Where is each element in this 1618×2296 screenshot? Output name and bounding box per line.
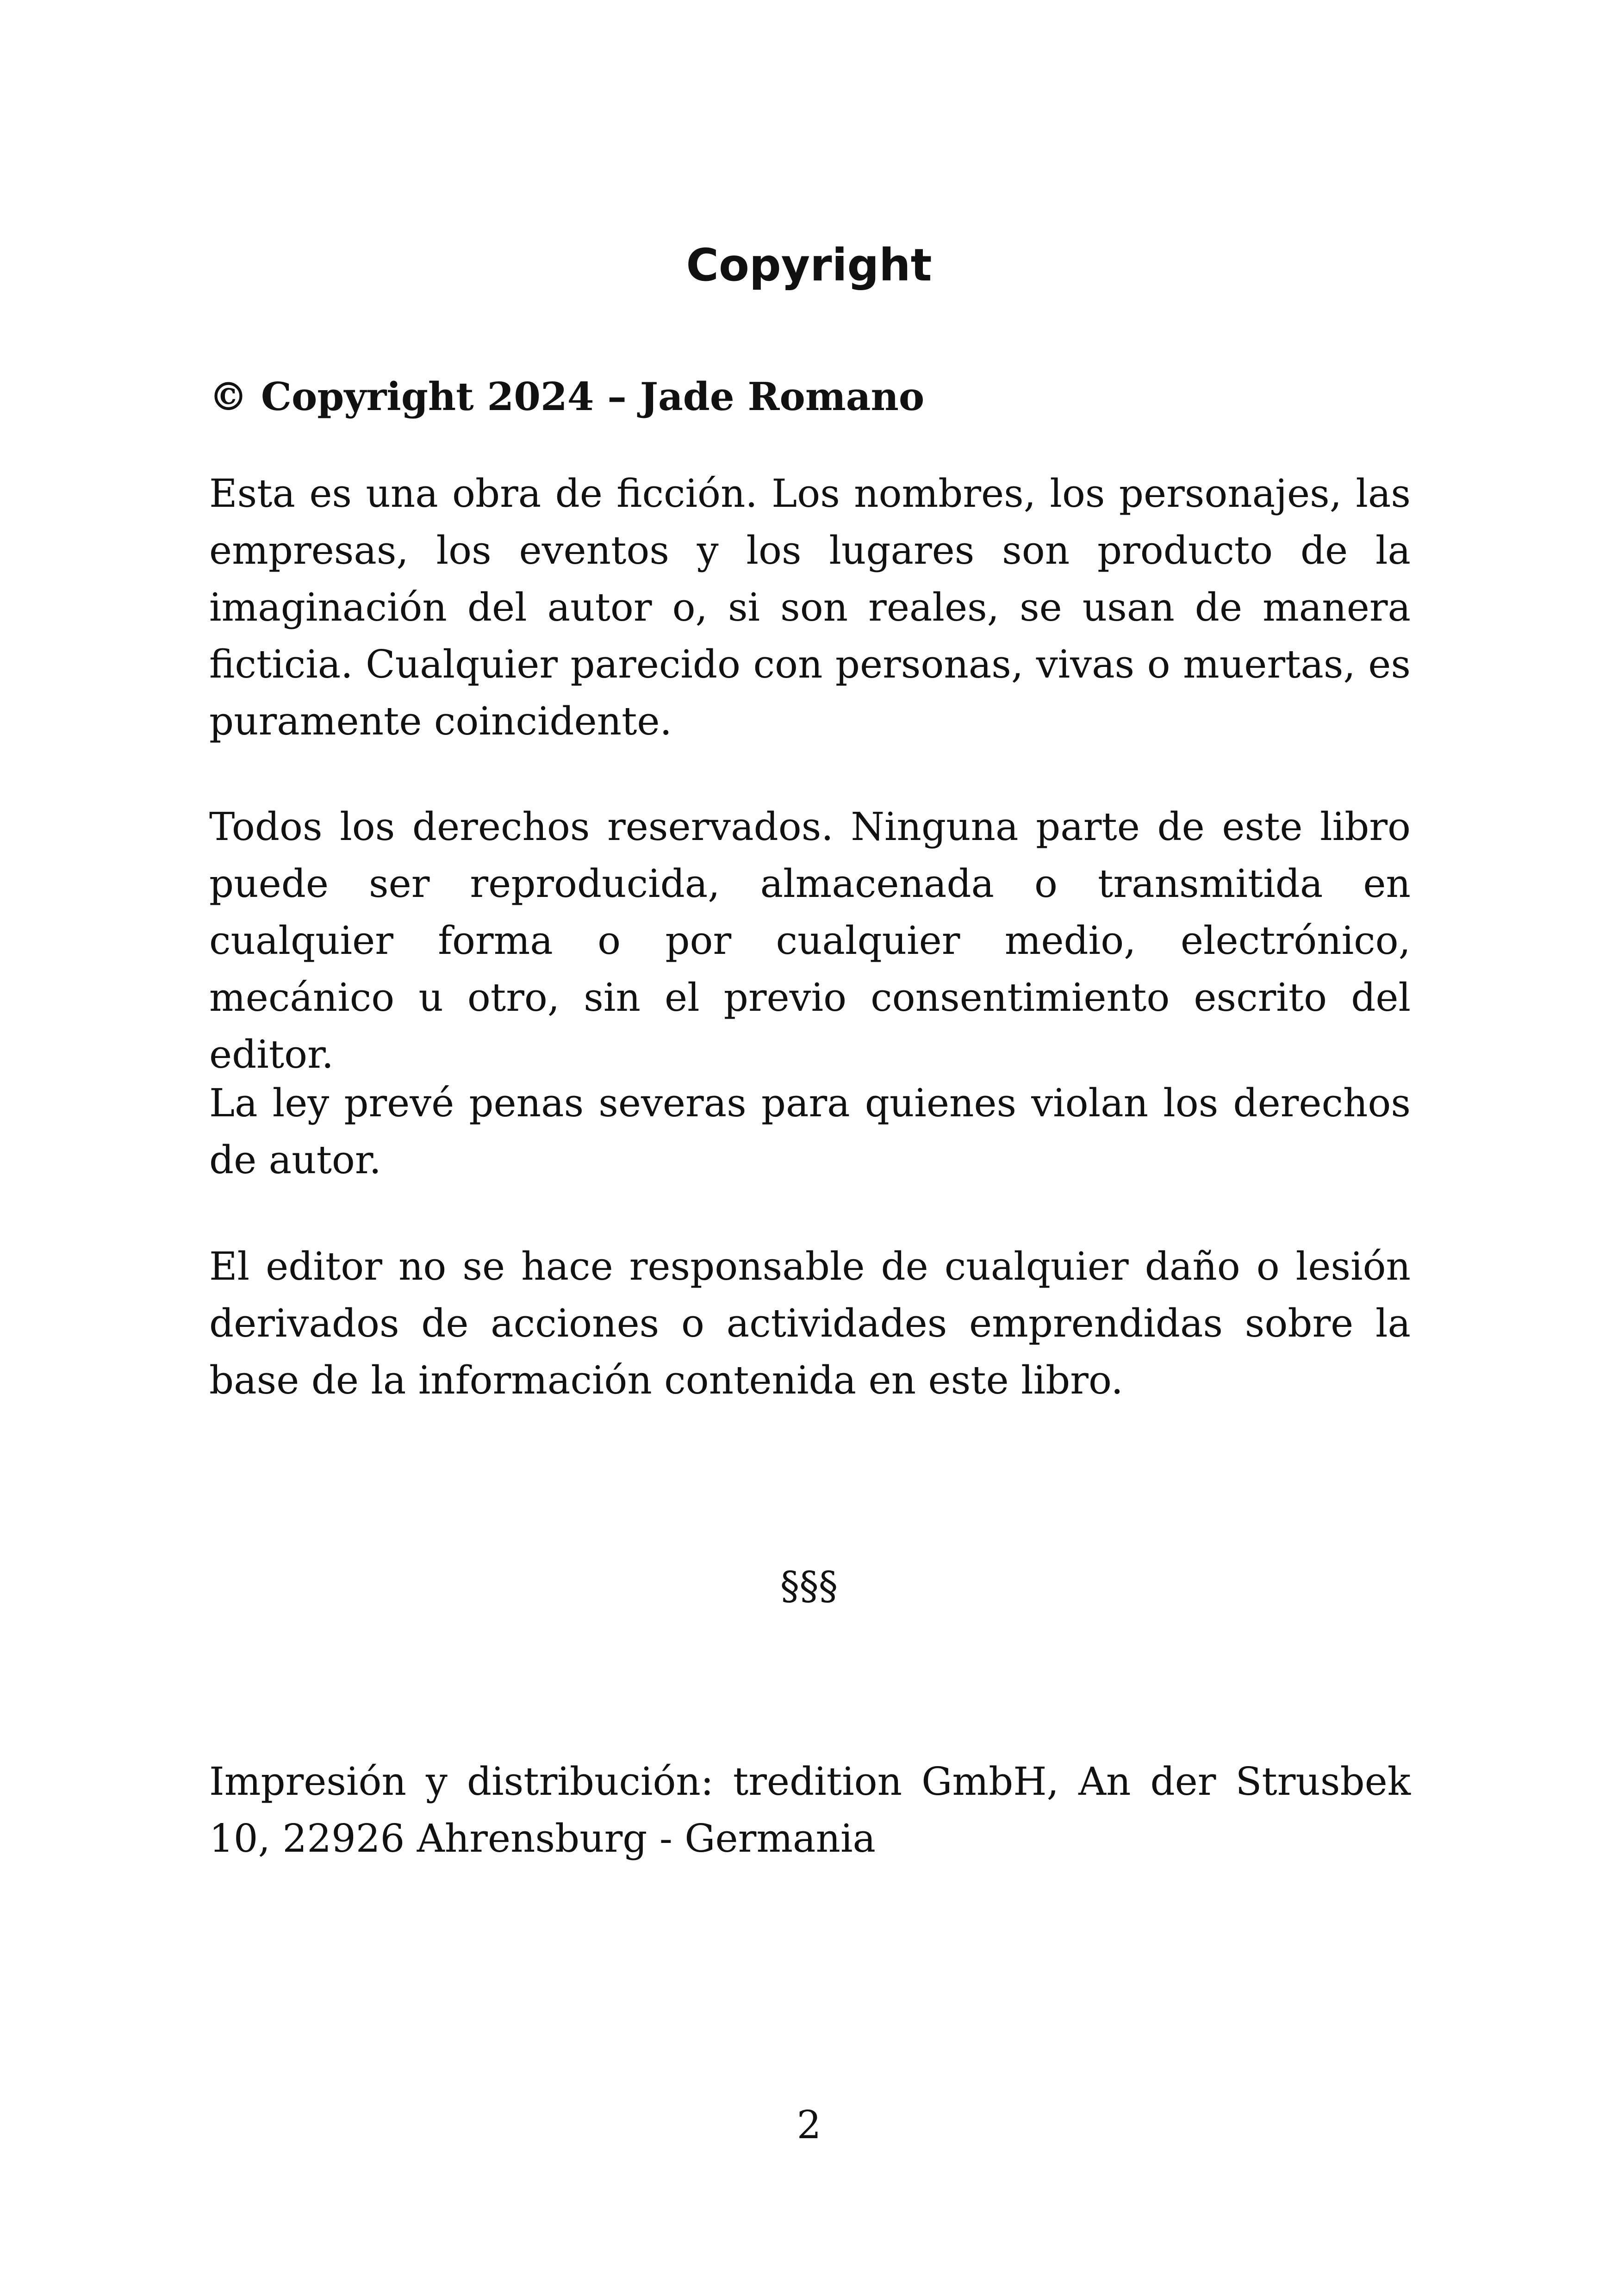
imprint-paragraph: Impresión y distribución: tredition GmbH, An der Strusbek 10, 22926 Ahrensburg - Germania bbox=[209, 1759, 1411, 1861]
liability-disclaimer-paragraph: El editor no se hace responsable de cualquier daño o lesión derivados de acciones o actividades emprendidas sobre la base de la información contenida en este libro. bbox=[209, 1244, 1411, 1403]
page-number: 2 bbox=[797, 2103, 821, 2147]
fiction-disclaimer-paragraph: Esta es una obra de ficción. Los nombres, los personajes, las empresas, los eventos y los lugares son producto de la imaginación del autor o, si son reales, se usan de manera ficticia. Cualquier parecido con personas, vivas o muertas, es puramente coincidente. bbox=[209, 471, 1411, 744]
rights-reserved-paragraph: Todos los derechos reservados. Ninguna parte de este libro puede ser reproducida, almacenada o transmitida en cualquier forma o por cualquier medio, electrónico, mecánico u otro, sin el previo consentimiento escrito del editor. bbox=[209, 804, 1411, 1077]
section-separator: §§§ bbox=[780, 1563, 838, 1608]
copyright-law-paragraph: La ley prevé penas severas para quienes violan los derechos de autor. bbox=[209, 1081, 1411, 1182]
copyright-line: © Copyright 2024 – Jade Romano bbox=[209, 374, 925, 419]
page-title: Copyright bbox=[686, 239, 932, 291]
